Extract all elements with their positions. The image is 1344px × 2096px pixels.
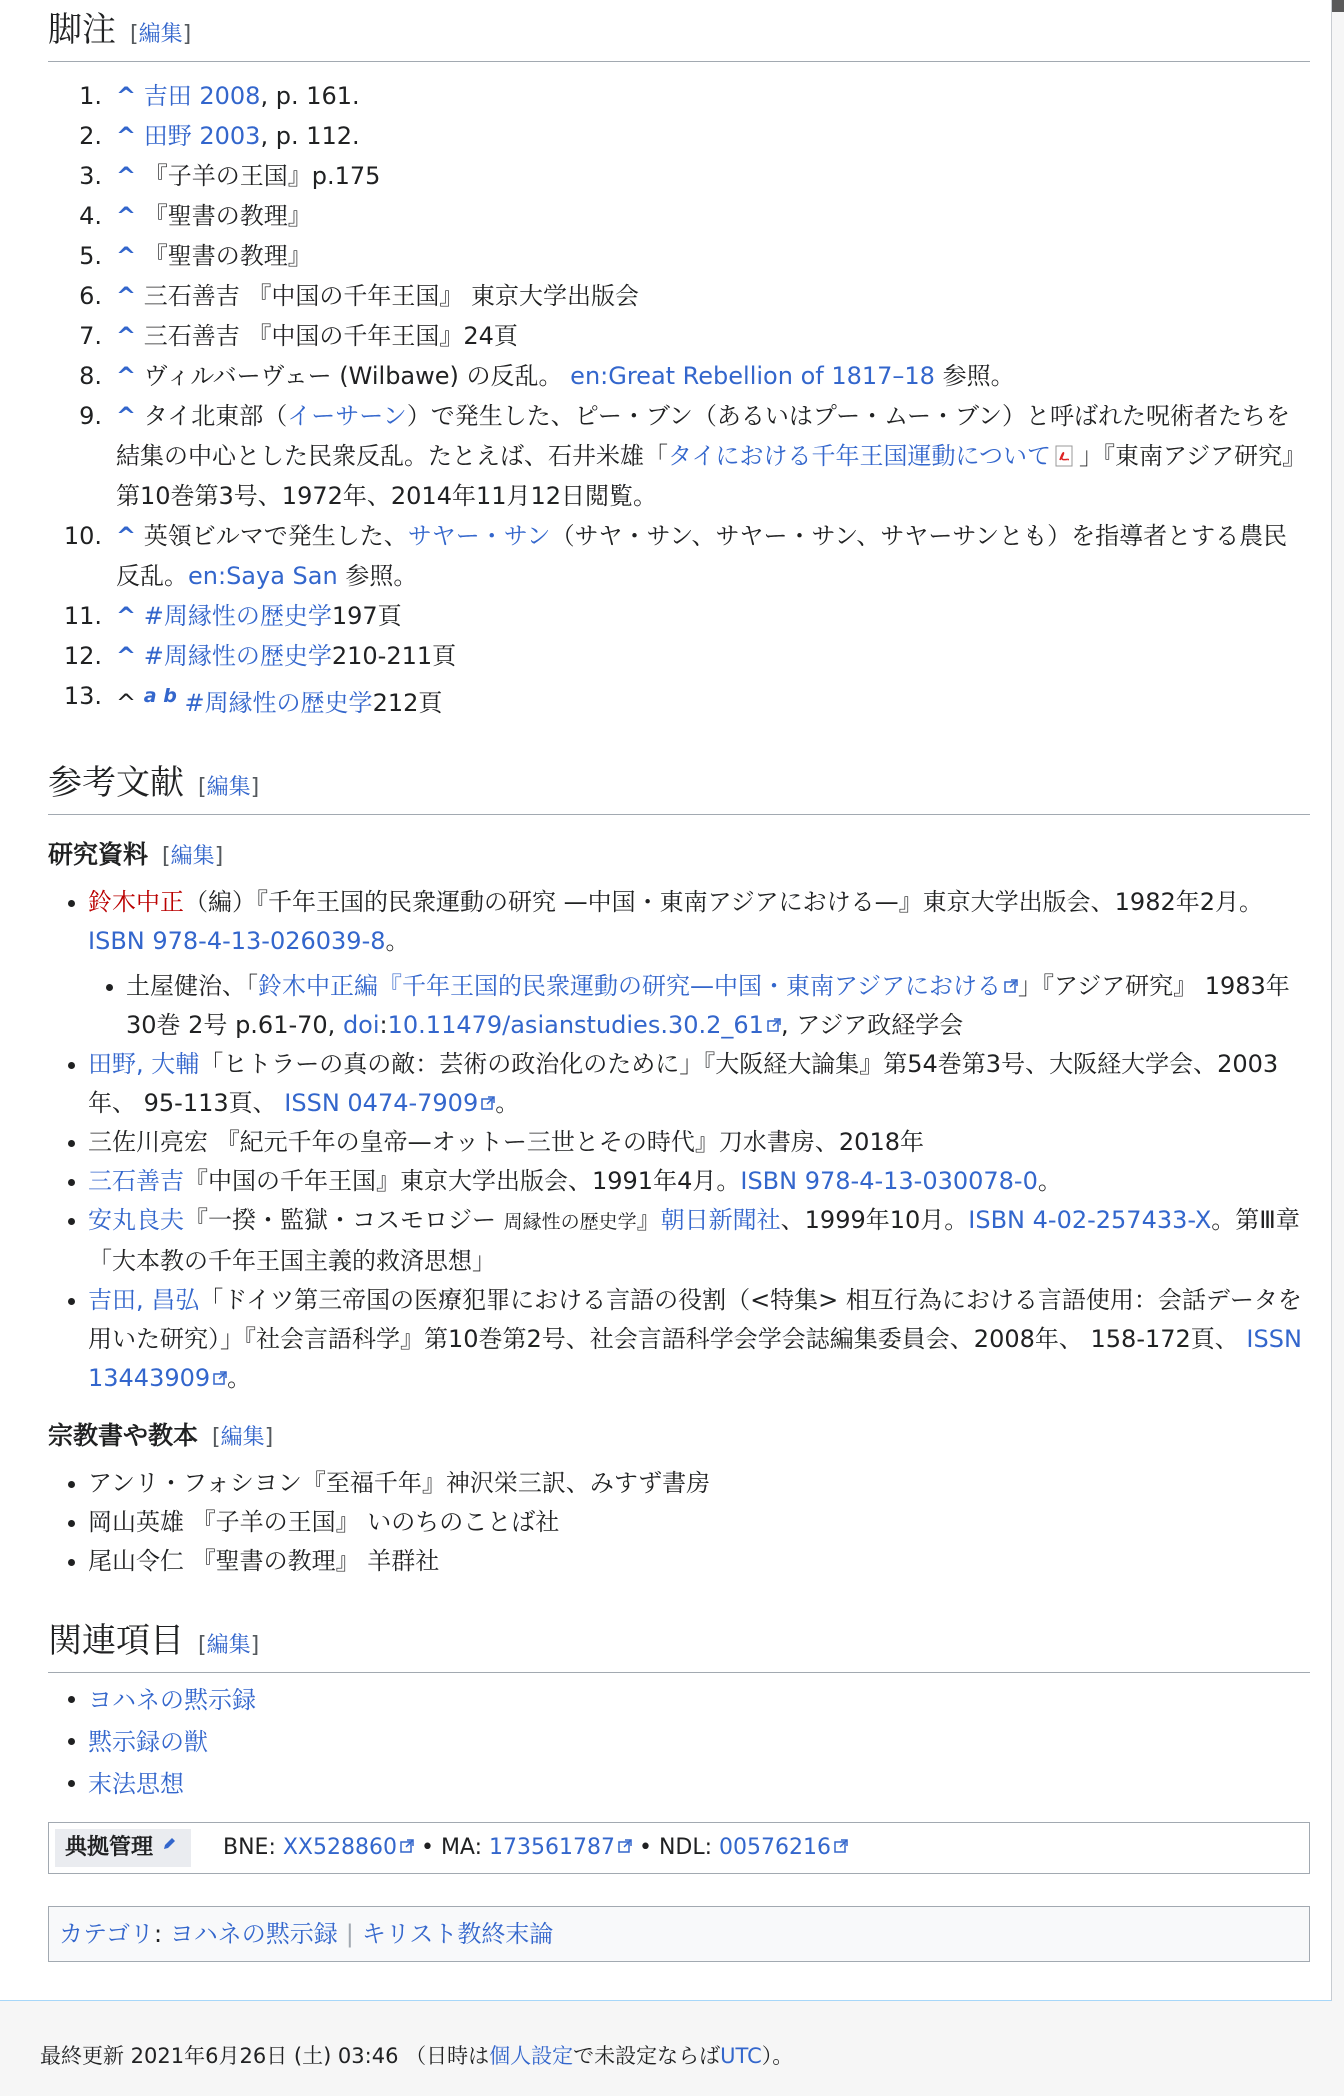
author-link[interactable]: 吉田, 昌弘 — [88, 1286, 200, 1314]
edit-link[interactable]: [編集] — [198, 775, 260, 800]
external-link-icon — [834, 1839, 848, 1853]
footnote-link[interactable]: 田野 2003 — [143, 122, 261, 150]
list-item: アンリ・フォシヨン『至福千年』神沢栄三訳、みすず書房 — [48, 1464, 1310, 1503]
section-heading-footnotes: 脚注 [編集] — [48, 0, 1310, 62]
footnote-link[interactable]: 吉田 2008 — [143, 82, 261, 110]
list-item: 田野, 大輔「ヒトラーの真の敵：芸術の政治化のために」『大阪経大論集』第54巻第3号、大阪経大学会、2003年、 95-113頁、 ISSN 0474-7909 。 — [48, 1045, 1310, 1123]
list-item: 尾山令仁 『聖書の教理』 羊群社 — [48, 1542, 1310, 1581]
external-link-icon — [767, 1018, 781, 1032]
list-item — [48, 1679, 1310, 1721]
backlink-caret[interactable]: ^ — [116, 322, 137, 350]
edit-link[interactable]: [編集] — [198, 1633, 260, 1658]
issn-label-link[interactable]: ISSN — [1246, 1325, 1302, 1353]
footnote-item: 11. ^ #周縁性の歴史学197頁 — [63, 602, 402, 630]
footnote-item: 3. ^ 『子羊の王国』p.175 — [79, 162, 381, 190]
section-heading-related: 関連項目 [編集] — [48, 1605, 1310, 1673]
pdf-icon — [1054, 445, 1076, 467]
list-item: 安丸良夫『一揆・監獄・コスモロジー 周縁性の歴史学』朝日新聞社、1999年10月。ISBN 4-02-257433-X。第Ⅲ章「大本教の千年王国主義的救済思想」 — [48, 1201, 1310, 1281]
backlink-caret[interactable]: ^ — [116, 522, 137, 550]
external-link-icon — [213, 1371, 227, 1385]
backlink-caret[interactable]: ^ — [116, 282, 137, 310]
external-link-icon — [618, 1839, 632, 1853]
issn-link[interactable]: 0474-7909 — [347, 1089, 479, 1117]
footnote-link[interactable]: イーサーン — [287, 402, 407, 430]
footnote-item: 2. ^ 田野 2003, p. 112. — [79, 122, 360, 150]
footnote-item: 9. ^ タイ北東部（イーサーン）で発生した、ピー・ブン（あるいはプー・ムー・ブン）と呼ばれた呪術者たちを結集の中心とした民衆反乱。たとえば、石井米雄「タイにおける千年王国運動について 」『東南アジア研究』第10巻第3号、1972年、2014年11月12日閲覧。 — [79, 402, 1307, 510]
author-link[interactable]: 田野, 大輔 — [88, 1050, 200, 1078]
pencil-icon[interactable] — [161, 1836, 177, 1852]
religious-list — [48, 1464, 1310, 1581]
list-item: 三佐川亮宏 『紀元千年の皇帝—オットー三世とその時代』刀水書房、2018年 — [48, 1123, 1310, 1162]
external-link-icon — [1004, 979, 1018, 993]
footnote-link[interactable]: #周縁性の歴史学 — [143, 602, 332, 630]
research-list — [48, 883, 1310, 1398]
subheading-religious: 宗教書や教本 [編集] — [48, 1421, 274, 1450]
author-link[interactable]: 三石善吉 — [88, 1167, 184, 1195]
list-item — [48, 1721, 1310, 1763]
subheading-research: 研究資料 [編集] — [48, 840, 224, 869]
backlink-caret[interactable]: ^ — [116, 202, 137, 230]
external-link-icon — [400, 1839, 414, 1853]
related-link[interactable]: ヨハネの黙示録 — [88, 1686, 256, 1714]
list-item: 土屋健治、「鈴木中正編『千年王国的民衆運動の研究—中国・東南アジアにおける 」『アジア研究』 1983年 30巻 2号 p.61-70, doi:10.11479/asianstudies.30.2_61 , アジア政経学会 — [88, 967, 1310, 1045]
footnote-item: 8. ^ ヴィルバーヴェー (Wilbawe) の反乱。 en:Great Rebellion of 1817–18 参照。 — [79, 362, 1015, 390]
isbn-link[interactable]: ISBN 4-02-257433-X — [968, 1206, 1212, 1234]
categories-label-link[interactable]: カテゴリ — [59, 1920, 155, 1948]
category-box: カテゴリ: ヨハネの黙示録 | キリスト教終末論 — [48, 1906, 1310, 1962]
author-link[interactable]: 安丸良夫 — [88, 1206, 184, 1234]
related-link[interactable]: 黙示録の獣 — [88, 1728, 208, 1756]
external-link[interactable]: 鈴木中正編『千年王国的民衆運動の研究—中国・東南アジアにおける — [258, 972, 1002, 1000]
footnote-item: 4. ^ 『聖書の教理』 — [79, 202, 312, 230]
preferences-link[interactable]: 個人設定 — [489, 2044, 574, 2068]
utc-link[interactable]: UTC — [720, 2044, 762, 2068]
related-link[interactable]: 末法思想 — [88, 1770, 184, 1798]
footnote-link[interactable]: #周縁性の歴史学 — [184, 689, 373, 717]
authority-control — [48, 1822, 1310, 1874]
issn-label-link[interactable]: ISSN — [284, 1089, 340, 1117]
backlink-caret[interactable]: ^ — [116, 642, 137, 670]
authority-items: BNE: XX528860 • MA: 173561787 • NDL: 00576216 — [223, 1823, 848, 1873]
edit-link[interactable]: [編集] — [162, 844, 224, 869]
doi-value-link[interactable]: 10.11479/asianstudies.30.2_61 — [387, 1011, 764, 1039]
footnote-link[interactable]: サヤー・サン — [407, 522, 551, 550]
footnote-item: 12. ^ #周縁性の歴史学210-211頁 — [63, 642, 457, 670]
list-item: 鈴木中正（編）『千年王国的民衆運動の研究 —中国・東南アジアにおける—』東京大学出版会、1982年2月。ISBN 978-4-13-026039-8。 土屋健治、「鈴木中正編『千年王国的民衆運動の研究—中国・東南アジアにおける 」『アジア研究』 1983年 30巻 2号 p.61-70, doi:10.11479/asianstudies.30.2_61 , アジア政経学会 — [48, 883, 1310, 1045]
backlink-caret[interactable]: ^ — [116, 242, 137, 270]
footnote-item: 6. ^ 三石善吉 『中国の千年王国』 東京大学出版会 — [79, 282, 640, 310]
category-link[interactable]: ヨハネの黙示録 — [169, 1920, 338, 1948]
backlink-caret[interactable]: ^ — [116, 602, 137, 630]
sub-list — [88, 967, 1310, 1045]
footnote-item: 1. ^ 吉田 2008, p. 161. — [79, 82, 360, 110]
isbn-link[interactable]: ISBN 978-4-13-026039-8 — [88, 927, 386, 955]
author-link[interactable]: 鈴木中正 — [88, 888, 184, 916]
issn-link[interactable]: 13443909 — [88, 1364, 211, 1392]
footnote-item: 13. ^ $^{a b}$ #周縁性の歴史学212頁 — [63, 682, 443, 717]
list-item: 吉田, 昌弘「ドイツ第三帝国の医療犯罪における言語の役割（<特集> 相互行為における言語使用：会話データを用いた研究）」『社会言語科学』第10巻第2号、社会言語科学会学会誌編集委員会、2008年、 158-172頁、 ISSN 13443909 。 — [48, 1281, 1310, 1398]
doi-link[interactable]: doi — [342, 1011, 380, 1039]
backlink-caret[interactable]: ^ — [116, 82, 137, 110]
footnote-list — [48, 76, 1310, 723]
edit-link[interactable]: [編集] — [212, 1425, 274, 1450]
backlink-caret[interactable]: ^ — [116, 162, 137, 190]
backlink-caret[interactable]: ^ — [116, 362, 137, 390]
backlink-caret[interactable]: ^ — [116, 122, 137, 150]
ndl-link[interactable]: 00576216 — [719, 1835, 832, 1860]
footnote-item: 7. ^ 三石善吉 『中国の千年王国』24頁 — [79, 322, 518, 350]
list-item — [48, 1763, 1310, 1805]
backlink-b[interactable]: b — [163, 685, 177, 707]
publisher-link[interactable]: 朝日新聞社 — [660, 1206, 781, 1234]
footnote-link[interactable]: en:Saya San — [188, 562, 338, 590]
list-item: 岡山英雄 『子羊の王国』 いのちのことば社 — [48, 1503, 1310, 1542]
category-link[interactable]: キリスト教終末論 — [361, 1920, 554, 1948]
ma-link[interactable]: 173561787 — [489, 1835, 615, 1860]
footnote-item: 5. ^ 『聖書の教理』 — [79, 242, 312, 270]
list-item: 三石善吉『中国の千年王国』東京大学出版会、1991年4月。ISBN 978-4-13-030078-0。 — [48, 1162, 1310, 1201]
footnote-link[interactable]: en:Great Rebellion of 1817–18 — [570, 362, 935, 390]
external-link-icon — [481, 1096, 495, 1110]
authority-label: 典拠管理 — [55, 1829, 191, 1867]
footnote-item: 10. ^ 英領ビルマで発生した、サヤー・サン（サヤ・サン、サヤー・サン、サヤーサンとも）を指導者とする農民反乱。en:Saya San 参照。 — [63, 522, 1288, 590]
isbn-link[interactable]: ISBN 978-4-13-030078-0 — [740, 1167, 1038, 1195]
footnote-link[interactable]: タイにおける千年王国運動について — [668, 442, 1052, 470]
section-heading-references: 参考文献 [編集] — [48, 747, 1310, 815]
related-list — [48, 1679, 1310, 1805]
footnote-link[interactable]: #周縁性の歴史学 — [143, 642, 332, 670]
backlink-caret[interactable]: ^ — [116, 402, 137, 430]
edit-link[interactable]: [編集] — [130, 22, 192, 47]
last-modified-footer: 最終更新 2021年6月26日 (土) 03:46 （日時は個人設定で未設定ならばUTC）。 — [40, 2044, 794, 2068]
bne-link[interactable]: XX528860 — [282, 1835, 397, 1860]
backlink-a[interactable]: a — [143, 685, 157, 707]
